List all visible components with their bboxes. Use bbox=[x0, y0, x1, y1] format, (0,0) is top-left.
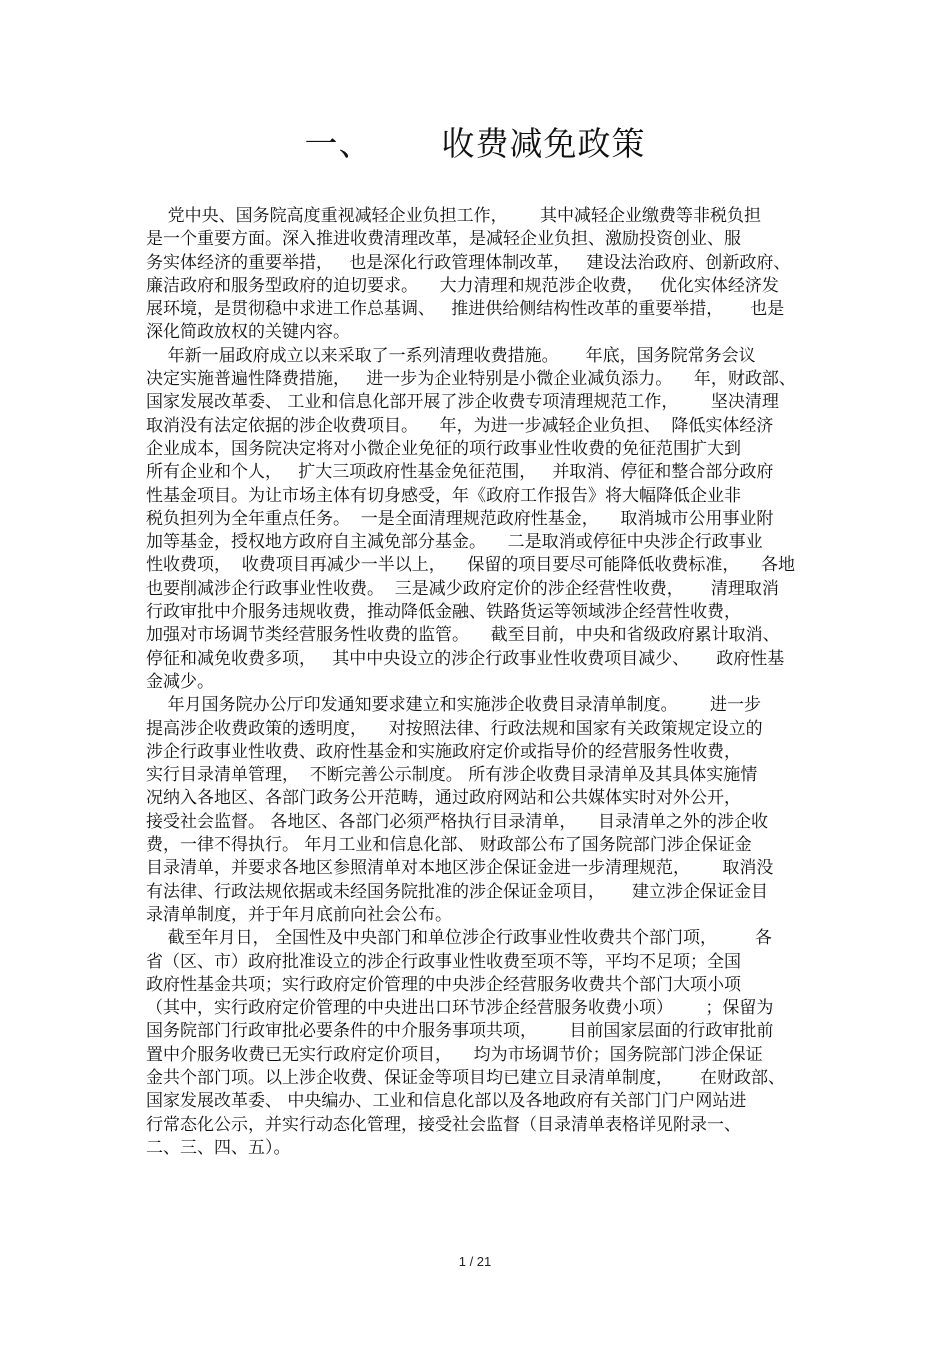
text-line: （其中，实行政府定价管理的中央进出口环节涉企经营服务收费小项） ；保留为 bbox=[146, 998, 774, 1019]
text-line: 年新一届政府成立以来采取了一系列清理收费措施。 年底，国务院常务会议 bbox=[146, 345, 756, 366]
text-line: 加等基金，授权地方政府自主减免部分基金。 二是取消或停征中央涉企行政事业 bbox=[146, 532, 763, 553]
text-line: 涉企行政事业性收费、政府性基金和实施政府定价或指导价的经营服务性收费， bbox=[146, 741, 741, 762]
text-line: 置中介服务收费已无实行政府定价项目， 均为市场调节价；国务院部门涉企保证 bbox=[146, 1044, 763, 1065]
text-line: 录清单制度，并于年月底前向社会公布。 bbox=[146, 904, 452, 925]
text-line: 决定实施普遍性降费措施， 进一步为企业特别是小微企业减负添力。 年，财政部、 bbox=[146, 369, 796, 390]
text-line: 行政审批中介服务违规收费，推动降低金融、铁路货运等领域涉企经营性收费， bbox=[146, 602, 741, 623]
text-line: 取消没有法定依据的涉企收费项目。 年，为进一步减轻企业负担、 降低实体经济 bbox=[146, 415, 774, 436]
text-line: 是一个重要方面。深入推进收费清理改革，是减轻企业负担、激励投资创业、服 bbox=[146, 229, 741, 250]
text-line: 深化简政放权的关键内容。 bbox=[146, 322, 350, 343]
text-line: 也要削减涉企行政事业性收费。 三是减少政府定价的涉企经营性收费， 清理取消 bbox=[146, 578, 779, 599]
text-line: 国家发展改革委、 工业和信息化部开展了涉企收费专项清理规范工作， 坚决清理 bbox=[146, 392, 779, 413]
text-line: 年月国务院办公厅印发通知要求建立和实施涉企收费目录清单制度。 进一步 bbox=[146, 695, 762, 716]
text-line: 二、三、四、五）。 bbox=[146, 1137, 291, 1158]
text-line: 金共个部门项。以上涉企收费、保证金等项目均已建立目录清单制度， 在财政部、 bbox=[146, 1067, 786, 1088]
text-line: 务实体经济的重要举措， 也是深化行政管理体制改革， 建设法治政府、创新政府、 bbox=[146, 252, 791, 273]
text-line: 有法律、行政法规依据或未经国务院批准的涉企保证金项目， 建立涉企保证金目 bbox=[146, 881, 769, 902]
text-line: 停征和减免收费多项， 其中中央设立的涉企行政事业性收费项目减少、 政府性基 bbox=[146, 648, 785, 669]
text-line: 接受社会监督。 各地区、各部门必须严格执行目录清单， 目录清单之外的涉企收 bbox=[146, 811, 769, 832]
text-line: 加强对市场调节类经营服务性收费的监管。 截至目前，中央和省级政府累计取消、 bbox=[146, 625, 780, 646]
body-text bbox=[146, 205, 816, 1160]
text-line: 提高涉企收费政策的透明度， 对按照法律、行政法规和国家有关政策规定设立的 bbox=[146, 718, 763, 739]
text-line: 国务院部门行政审批必要条件的中介服务事项共项， 目前国家层面的行政审批前 bbox=[146, 1021, 774, 1042]
text-line: 国家发展改革委、 中央编办、工业和信息化部以及各地政府有关部门门户网站进 bbox=[146, 1091, 747, 1112]
text-line: 省（区、市）政府批准设立的涉企行政事业性收费至项不等，平均不足项；全国 bbox=[146, 951, 741, 972]
text-line: 党中央、国务院高度重视减轻企业负担工作， 其中减轻企业缴费等非税负担 bbox=[146, 206, 762, 226]
text-line: 况纳入各地区、各部门政务公开范畴，通过政府网站和公共媒体实时对外公开， bbox=[146, 788, 741, 809]
page-title: 一、 收费减免政策 bbox=[304, 124, 646, 163]
text-line: 截至年月日， 全国性及中央部门和单位涉企行政事业性收费共个部门项， 各 bbox=[146, 928, 772, 949]
text-line: 企业成本，国务院决定将对小微企业免征的项行政事业性收费的免征范围扩大到 bbox=[146, 438, 741, 459]
text-line: 性基金项目。为让市场主体有切身感受，年《政府工作报告》将大幅降低企业非 bbox=[146, 485, 741, 506]
text-line: 目录清单，并要求各地区参照清单对本地区涉企保证金进一步清理规范， 取消没 bbox=[146, 858, 774, 879]
text-line: 政府性基金共项；实行政府定价管理的中央涉企经营服务收费共个部门大项小项 bbox=[146, 974, 741, 995]
text-line: 行常态化公示，并实行动态化管理，接受社会监督（目录清单表格详见附录一、 bbox=[146, 1114, 741, 1135]
page-number: 1 / 21 bbox=[458, 1254, 492, 1269]
text-line: 实行目录清单管理， 不断完善公示制度。 所有涉企收费目录清单及其具体实施情 bbox=[146, 765, 758, 786]
text-line: 所有企业和个人， 扩大三项政府性基金免征范围， 并取消、停征和整合部分政府 bbox=[146, 462, 774, 483]
text-line: 性收费项， 收费项目再减少一半以上， 保留的项目要尽可能降低收费标准， 各地 bbox=[146, 555, 796, 576]
text-line: 费，一律不得执行。 年月工业和信息化部、 财政部公布了国务院部门涉企保证金 bbox=[146, 835, 752, 856]
text-line: 展环境，是贯彻稳中求进工作总基调、 推进供给侧结构性改革的重要举措， 也是 bbox=[146, 299, 785, 320]
text-line: 税负担列为全年重点任务。 一是全面清理规范政府性基金， 取消城市公用事业附 bbox=[146, 508, 774, 529]
text-line: 金减少。 bbox=[146, 671, 214, 692]
text-line: 廉洁政府和服务型政府的迫切要求。 大力清理和规范涉企收费， 优化实体经济发 bbox=[146, 275, 779, 296]
